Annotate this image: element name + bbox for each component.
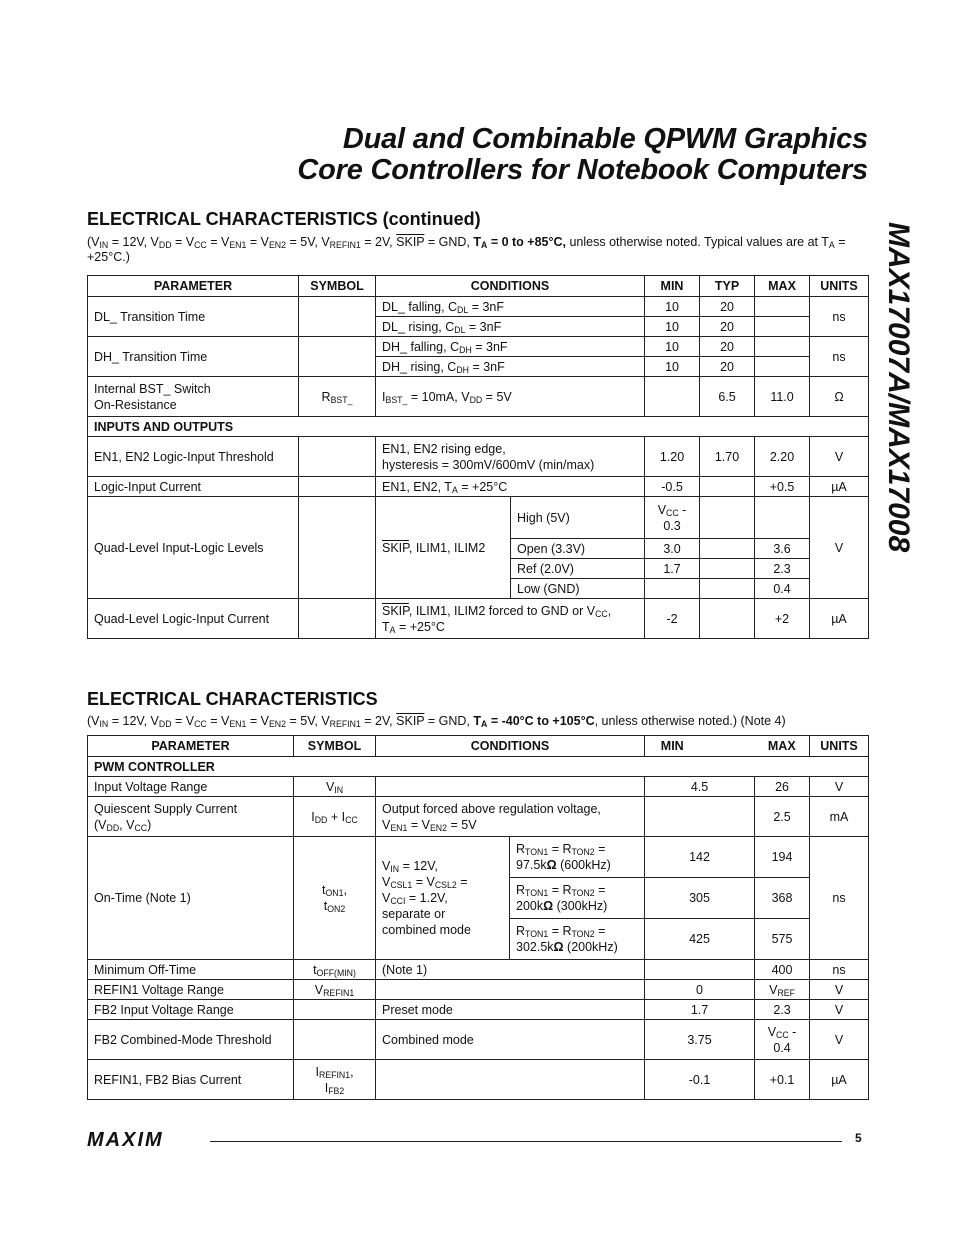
sub-cond-cell: $R_{TON1} = R_{TON2}$ = 302.5kΩ (200kHz) [510, 919, 645, 960]
cond-cell: Output forced above regulation voltage, $V_{EN1} = V_{EN2} = 5V$ [376, 797, 645, 837]
units-cell: µA [810, 599, 869, 639]
side-part-number [868, 222, 928, 602]
table-row [88, 1000, 869, 1020]
param-fb2-range: FB2 Input Voltage Range [88, 1000, 294, 1020]
table-row [88, 337, 869, 357]
units-cell: mA [810, 797, 869, 837]
table-row [88, 377, 869, 417]
sub-cond-cell: Low (GND) [511, 579, 645, 599]
value-cell: 425 [645, 919, 755, 960]
value-cell: 10 [645, 317, 700, 337]
cond-cell: (Note 1) [376, 960, 645, 980]
units-cell: µA [810, 477, 869, 497]
document-title [297, 124, 868, 186]
col-max: MAX [755, 276, 810, 297]
value-cell: 26 [755, 777, 810, 797]
param-bst-switch: Internal BST_ Switch On-Resistance [88, 377, 299, 417]
cond-cell: SKIP, ILIM1, ILIM2 forced to GND or $V_{CC}$, $T_A = +25^\circ C$ [376, 599, 645, 639]
table-header-row [88, 276, 869, 297]
value-cell: 0 [645, 980, 755, 1000]
sub-cond-cell: $R_{TON1} = R_{TON2}$ = 200kΩ (300kHz) [510, 878, 645, 919]
value-cell: 2.3 [755, 559, 810, 579]
value-cell: 10 [645, 357, 700, 377]
cond-cell: Preset mode [376, 1000, 645, 1020]
symbol-cell: $I_{DD} + I_{CC}$ [294, 797, 376, 837]
cond-cell: $V_{IN} = 12V$, $V_{CSL1} = V_{CSL2}$ = $V_{CCI} = 1.2V$, separate or combined mode [376, 837, 510, 960]
value-cell: +2 [755, 599, 810, 639]
value-cell: $V_{CC}$ - 0.3 [645, 497, 700, 539]
sub-cond-cell: High (5V) [511, 497, 645, 539]
param-quad-level-current: Quad-Level Logic-Input Current [88, 599, 299, 639]
table-row [88, 599, 869, 639]
value-cell: 20 [700, 337, 755, 357]
cond-cell: DH_ rising, $C_{DH} = 3nF$ [376, 357, 645, 377]
cond-cell: $I_{BST\_} = 10mA$, $V_{DD} = 5V$ [376, 377, 645, 417]
value-cell: 575 [755, 919, 810, 960]
value-cell: 3.6 [755, 539, 810, 559]
value-cell: 10 [645, 297, 700, 317]
cond-cell: DL_ falling, $C_{DL} = 3nF$ [376, 297, 645, 317]
page-number: 5 [855, 1131, 862, 1145]
section-conditions-1: ($V_{IN} = 12V$, $V_{DD} = V_{CC} = V_{EN1} = V_{EN2} = 5V$, $V_{REFIN1} = 2V$, SKIP = GND, $T_A = 0$ to +85°C, unless otherwise noted. Typical values are at $T_A = +25^\circ C$.) [87, 235, 846, 264]
units-cell: V [810, 1000, 869, 1020]
value-cell: 400 [755, 960, 810, 980]
param-bias-current: REFIN1, FB2 Bias Current [88, 1060, 294, 1100]
value-cell: 1.7 [645, 559, 700, 579]
units-cell: ns [810, 337, 869, 377]
side-part-number-text: MAX17007A/MAX17008 [882, 222, 915, 553]
symbol-cell: $V_{REFIN1}$ [294, 980, 376, 1000]
param-dl-transition: DL_ Transition Time [88, 297, 299, 337]
value-cell: 2.20 [755, 437, 810, 477]
table-row [88, 777, 869, 797]
value-cell: 1.7 [645, 1000, 755, 1020]
group-pwm-controller: PWM CONTROLLER [88, 757, 869, 777]
sub-cond-cell: $R_{TON1} = R_{TON2}$ = 97.5kΩ (600kHz) [510, 837, 645, 878]
symbol-cell: $I_{REFIN1}$, $I_{FB2}$ [294, 1060, 376, 1100]
cond-cell: SKIP, ILIM1, ILIM2 [376, 497, 511, 599]
table-row [88, 297, 869, 317]
sub-cond-cell: Open (3.3V) [511, 539, 645, 559]
table-row [88, 980, 869, 1000]
electrical-table-1 [87, 275, 869, 639]
param-min-off-time: Minimum Off-Time [88, 960, 294, 980]
maxim-logo: MAXIM [87, 1129, 164, 1151]
table-row [88, 797, 869, 837]
table-row [88, 477, 869, 497]
value-cell: 3.75 [645, 1020, 755, 1060]
units-cell: V [810, 437, 869, 477]
symbol-cell: $t_{ON1}$, $t_{ON2}$ [294, 837, 376, 960]
group-row [88, 757, 869, 777]
param-input-voltage: Input Voltage Range [88, 777, 294, 797]
value-cell: 305 [645, 878, 755, 919]
col-symbol: SYMBOL [294, 736, 376, 757]
table-row [88, 837, 869, 878]
col-max: MAX [755, 736, 810, 757]
units-cell: V [810, 1020, 869, 1060]
param-quiescent: Quiescent Supply Current ($V_{DD}$, $V_{CC}$) [88, 797, 294, 837]
value-cell: 3.0 [645, 539, 700, 559]
title-line-1: Dual and Combinable QPWM Graphics [342, 123, 868, 155]
col-typ: TYP [700, 276, 755, 297]
value-cell: 1.20 [645, 437, 700, 477]
table-row [88, 437, 869, 477]
table-row [88, 1060, 869, 1100]
value-cell: +0.5 [755, 477, 810, 497]
value-cell: 2.3 [755, 1000, 810, 1020]
symbol-cell: $V_{IN}$ [294, 777, 376, 797]
cond-cell: DL_ rising, $C_{DL} = 3nF$ [376, 317, 645, 337]
col-conditions: CONDITIONS [376, 736, 645, 757]
col-symbol: SYMBOL [299, 276, 376, 297]
col-min: MIN [645, 276, 700, 297]
electrical-table-2 [87, 735, 869, 1100]
value-cell: 0.4 [755, 579, 810, 599]
group-row [88, 417, 869, 437]
value-cell: 20 [700, 317, 755, 337]
section-heading-2: ELECTRICAL CHARACTERISTICS [87, 689, 378, 709]
value-cell: 6.5 [700, 377, 755, 417]
cond-cell: DH_ falling, $C_{DH} = 3nF$ [376, 337, 645, 357]
value-cell: 20 [700, 357, 755, 377]
units-cell: ns [810, 960, 869, 980]
title-line-2: Core Controllers for Notebook Computers [297, 154, 868, 186]
value-cell: 10 [645, 337, 700, 357]
table-row [88, 960, 869, 980]
footer-rule [210, 1141, 842, 1142]
param-dh-transition: DH_ Transition Time [88, 337, 299, 377]
cond-cell: EN1, EN2 rising edge, hysteresis = 300mV/600mV (min/max) [376, 437, 645, 477]
table-row [88, 1020, 869, 1060]
cond-cell: EN1, EN2, $T_A = +25^\circ C$ [376, 477, 645, 497]
value-cell: -2 [645, 599, 700, 639]
param-logic-input-current: Logic-Input Current [88, 477, 299, 497]
value-cell: -0.1 [645, 1060, 755, 1100]
value-cell: 20 [700, 297, 755, 317]
param-refin1-range: REFIN1 Voltage Range [88, 980, 294, 1000]
col-parameter: PARAMETER [88, 736, 294, 757]
value-cell: $V_{REF}$ [755, 980, 810, 1000]
group-inputs-outputs: INPUTS AND OUTPUTS [88, 417, 869, 437]
units-cell: µA [810, 1060, 869, 1100]
units-cell: ns [810, 297, 869, 337]
col-conditions: CONDITIONS [376, 276, 645, 297]
col-min: MIN [645, 736, 700, 757]
symbol-cell: $t_{OFF(MIN)}$ [294, 960, 376, 980]
value-cell: 194 [755, 837, 810, 878]
units-cell: Ω [810, 377, 869, 417]
units-cell: V [810, 497, 869, 599]
section-heading-continued: ELECTRICAL CHARACTERISTICS (continued) [87, 209, 481, 229]
value-cell: 368 [755, 878, 810, 919]
col-units: UNITS [810, 736, 869, 757]
table-row [88, 497, 869, 539]
value-cell: 2.5 [755, 797, 810, 837]
units-cell: V [810, 777, 869, 797]
value-cell: $V_{CC}$ - 0.4 [755, 1020, 810, 1060]
value-cell: 4.5 [645, 777, 755, 797]
col-parameter: PARAMETER [88, 276, 299, 297]
sub-cond-cell: Ref (2.0V) [511, 559, 645, 579]
param-en-threshold: EN1, EN2 Logic-Input Threshold [88, 437, 299, 477]
units-cell: ns [810, 837, 869, 960]
value-cell: 1.70 [700, 437, 755, 477]
table-header-row [88, 736, 869, 757]
value-cell: -0.5 [645, 477, 700, 497]
cond-cell: Combined mode [376, 1020, 645, 1060]
param-fb2-combined: FB2 Combined-Mode Threshold [88, 1020, 294, 1060]
param-quad-level: Quad-Level Input-Logic Levels [88, 497, 299, 599]
section-conditions-2: ($V_{IN} = 12V$, $V_{DD} = V_{CC} = V_{EN1} = V_{EN2} = 5V$, $V_{REFIN1} = 2V$, SKIP = GND, $T_A = -40^\circ C$ to +105°C, unless otherwise noted.) (Note 4) [87, 714, 786, 729]
col-units: UNITS [810, 276, 869, 297]
value-cell: +0.1 [755, 1060, 810, 1100]
value-cell: 142 [645, 837, 755, 878]
units-cell: V [810, 980, 869, 1000]
param-on-time: On-Time (Note 1) [88, 837, 294, 960]
symbol-cell: $R_{BST\_}$ [299, 377, 376, 417]
value-cell: 11.0 [755, 377, 810, 417]
